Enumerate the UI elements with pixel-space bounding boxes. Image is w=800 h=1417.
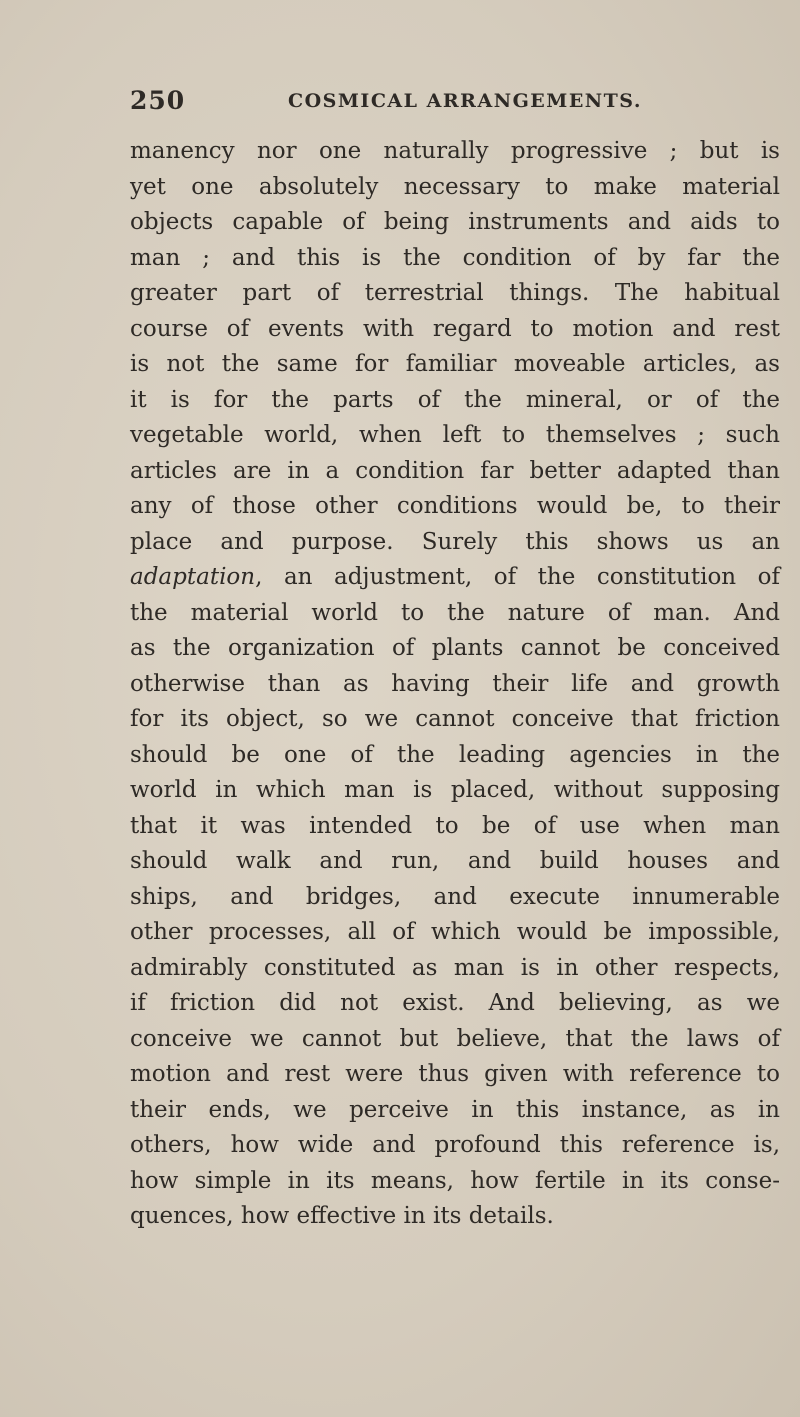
text-line: the material world to the nature of man. And — [130, 599, 780, 626]
text-line: others, how wide and profound this reference is, — [130, 1132, 780, 1158]
italic-word: adaptation — [130, 564, 256, 590]
text-line: that it was intended to be of use when man — [130, 812, 780, 839]
text-line: yet one absolutely necessary to make material — [130, 173, 780, 200]
text-line: vegetable world, when left to themselves ; such — [130, 422, 780, 448]
text-line: as the organization of plants cannot be conceived — [130, 635, 780, 661]
text-line: how simple in its means, how fertile in its conse- — [130, 1167, 780, 1194]
text-line: objects capable of being instruments and aids to — [130, 209, 780, 235]
text-line: if friction did not exist. And believing, as we — [130, 990, 780, 1016]
text-line: greater part of terrestrial things. The habitual — [130, 280, 780, 306]
text-line: admirably constituted as man is in other respects, — [130, 954, 780, 981]
text-line-last: quences, how effective in its details. — [130, 1203, 554, 1229]
text-line: place and purpose. Surely this shows us an — [130, 528, 780, 555]
text-line: conceive we cannot but believe, that the laws of — [130, 1025, 780, 1052]
text-line: man ; and this is the condition of by far the — [130, 244, 780, 271]
text-line: otherwise than as having their life and growth — [130, 670, 780, 697]
text-line: world in which man is placed, without supposing — [130, 777, 780, 803]
page-number: 250 — [130, 86, 186, 115]
text-line: it is for the parts of the mineral, or of the — [130, 386, 780, 413]
text-line-italic-start: adaptation, an adjustment, of the constitution of — [130, 564, 780, 590]
text-line: any of those other conditions would be, to their — [130, 493, 780, 519]
text-line: should walk and run, and build houses and — [130, 848, 780, 874]
text-line: manency nor one naturally progressive ; but is — [130, 138, 780, 164]
text-line: motion and rest were thus given with reference to — [130, 1061, 780, 1087]
text-line: ships, and bridges, and execute innumerable — [130, 883, 780, 910]
text-line: should be one of the leading agencies in the — [130, 741, 780, 768]
text-line: other processes, all of which would be impossible, — [130, 919, 780, 945]
text-line: their ends, we perceive in this instance, as in — [130, 1096, 780, 1123]
text-line: course of events with regard to motion and rest — [130, 315, 780, 342]
text-line: articles are in a condition far better adapted than — [130, 457, 780, 484]
running-head — [130, 86, 770, 126]
body-text — [130, 134, 780, 1235]
text-line: for its object, so we cannot conceive that friction — [130, 706, 780, 732]
text-line: is not the same for familiar moveable articles, as — [130, 351, 780, 377]
running-title: COSMICAL ARRANGEMENTS. — [288, 90, 642, 112]
